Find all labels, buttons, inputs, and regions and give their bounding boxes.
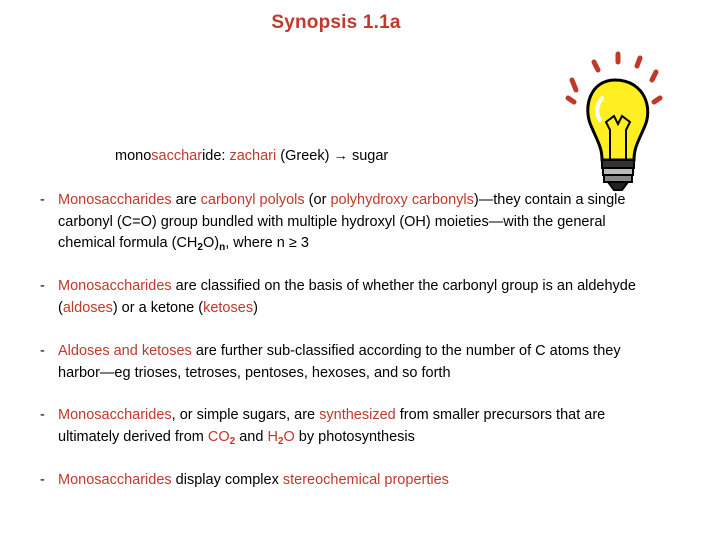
term-synthesized: synthesized bbox=[319, 407, 396, 423]
term-polyhydroxy-carbonyls: polyhydroxy carbonyls bbox=[330, 192, 474, 208]
text: are bbox=[171, 192, 201, 208]
term-monosaccharides: Monosaccharides bbox=[58, 472, 172, 488]
term-ketoses: ketoses bbox=[203, 299, 254, 316]
etym-ide: ide: bbox=[202, 148, 230, 164]
term-monosaccharides: Monosaccharides bbox=[58, 278, 172, 294]
bullet-dash: - bbox=[40, 192, 45, 208]
text: display complex bbox=[171, 472, 283, 488]
term-h2o-o: O bbox=[283, 428, 295, 445]
subscript: n bbox=[219, 242, 226, 253]
text: from smaller precursors that are ultimately derived from bbox=[58, 407, 606, 445]
text: , or simple sugars, are bbox=[171, 407, 320, 423]
etym-zachari: zachari bbox=[229, 148, 277, 164]
bullet-5 bbox=[40, 470, 640, 492]
arrow-icon: → bbox=[333, 148, 348, 164]
subscript: 2 bbox=[197, 242, 203, 253]
text: ) or a ketone ( bbox=[112, 299, 204, 316]
text: , where n ≥ 3 bbox=[225, 235, 309, 251]
subscript: 2 bbox=[229, 435, 236, 447]
text: and bbox=[235, 428, 268, 445]
term-h2o: H bbox=[267, 428, 278, 445]
term-monosaccharides: Monosaccharides bbox=[58, 192, 172, 208]
etym-sugar: sugar bbox=[347, 148, 389, 164]
bullet-dash: - bbox=[40, 278, 45, 294]
bullet-dash: - bbox=[40, 407, 45, 423]
etym-mono: mono bbox=[115, 148, 152, 164]
bullet-dash: - bbox=[40, 472, 45, 488]
term-carbonyl-polyols: carbonyl polyols bbox=[200, 192, 305, 208]
bullet-3 bbox=[40, 341, 640, 384]
etymology-line bbox=[115, 148, 388, 164]
text: are further sub-classified according to the number of C atoms they harbor—eg trioses, tetroses, pentoses, hexoses, and so forth bbox=[58, 343, 621, 381]
bullet-4 bbox=[40, 405, 640, 448]
etym-greek: (Greek) bbox=[276, 148, 334, 164]
term-monosaccharides: Monosaccharides bbox=[58, 407, 172, 423]
etym-sacchar: sacchar bbox=[151, 148, 203, 164]
text: are classified on the basis of whether the carbonyl group is an aldehyde ( bbox=[58, 278, 636, 316]
term-stereochemical: stereochemical properties bbox=[282, 472, 449, 488]
slide-title: Synopsis 1.1a bbox=[271, 12, 401, 33]
lightbulb-icon bbox=[560, 50, 680, 200]
term-co2: CO bbox=[207, 428, 230, 445]
text: )—they contain a single carbonyl (C=O) group bundled with multiple hydroxyl (OH) moieties—with the general chemical formula (CH bbox=[58, 192, 626, 251]
text: (or bbox=[304, 192, 331, 208]
bullet-dash: - bbox=[40, 343, 45, 359]
term-aldoses: aldoses bbox=[62, 299, 113, 316]
text: ) bbox=[253, 299, 258, 316]
subscript: 2 bbox=[277, 435, 284, 447]
term-aldoses-ketoses: Aldoses and ketoses bbox=[58, 343, 192, 359]
bullet-2 bbox=[40, 276, 640, 319]
bullet-1 bbox=[40, 190, 640, 255]
text: by photosynthesis bbox=[294, 428, 415, 445]
text: O) bbox=[202, 235, 220, 251]
